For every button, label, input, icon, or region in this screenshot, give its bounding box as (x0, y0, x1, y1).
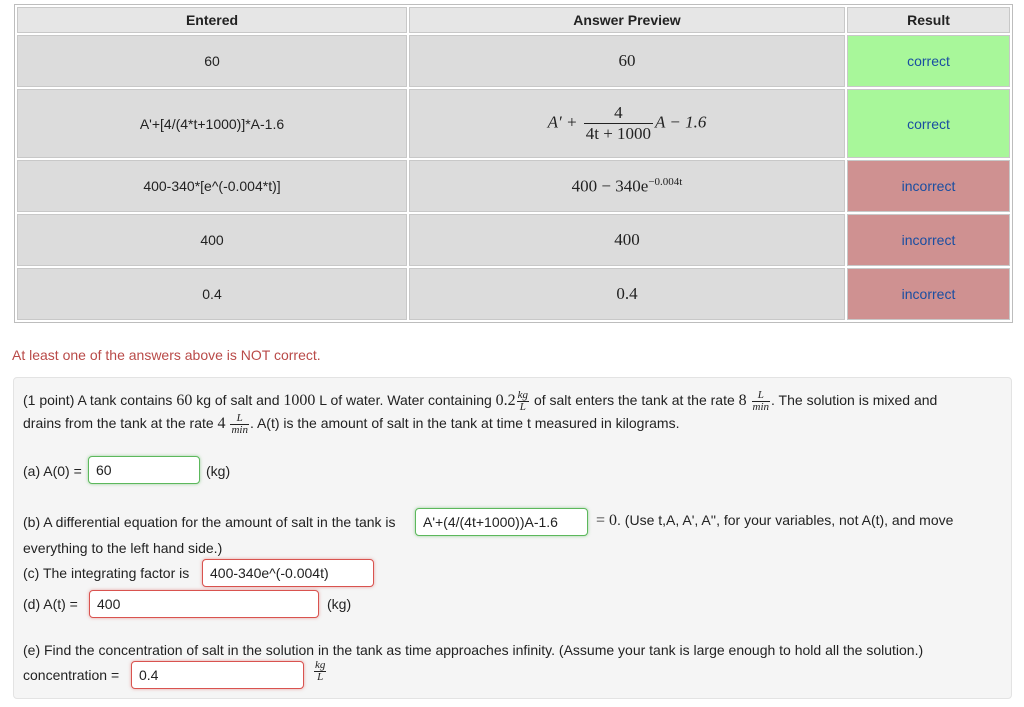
result-cell: correct (847, 35, 1010, 87)
table-row (17, 160, 1010, 212)
answer-e-input[interactable]: 0.4 (131, 661, 304, 689)
part-c-label: (c) The integrating factor is (23, 565, 190, 581)
part-a-label: (a) A(0) = (23, 463, 82, 479)
part-a-unit: (kg) (206, 463, 231, 479)
entered-cell: 60 (17, 35, 407, 87)
fraction-numerator: 4 (584, 103, 653, 124)
problem-panel (13, 377, 1012, 699)
result-cell: incorrect (847, 268, 1010, 320)
answer-c-input[interactable]: 400-340e^(-0.004t) (202, 559, 374, 587)
table-row (17, 268, 1010, 320)
salt-amount: 60 (176, 392, 193, 410)
preview-base: 400 − 340e (571, 176, 649, 196)
part-b-label: (b) A differential equation for the amount of salt in the tank is (23, 514, 396, 530)
header-answer-preview: Answer Preview (409, 7, 845, 33)
intro-text: . A(t) is the amount of salt in the tank at time t measured in kilograms. (249, 415, 680, 432)
intro-text: kg of salt and (196, 392, 280, 409)
header-result: Result (847, 7, 1010, 33)
part-b-note (596, 512, 953, 530)
result-cell: correct (847, 89, 1010, 158)
part-b-note-2: everything to the left hand side.) (23, 540, 223, 556)
entered-cell: 400 (17, 214, 407, 266)
unit-kg-per-L: $\frac{kg}{L}$ (517, 389, 529, 413)
answer-b-input[interactable]: A'+(4/(4t+1000))A-1.6 (415, 508, 588, 536)
problem-line-2 (23, 413, 679, 436)
unit-kg-per-L: $\frac{kg}{L}$ (315, 659, 326, 683)
table-row (17, 214, 1010, 266)
part-d-label: (d) A(t) = (23, 596, 78, 612)
preview-cell: 400 (409, 214, 845, 266)
inflow-concentration: 0.2 (495, 392, 516, 410)
fraction-denominator: 4t + 1000 (585, 124, 652, 143)
intro-text: drains from the tank at the rate (23, 415, 214, 432)
unit-L-per-min: L min (752, 389, 770, 413)
preview-exponent: −0.004t (648, 175, 683, 188)
preview-term-b: A − 1.6 (655, 112, 707, 132)
result-message: At least one of the answers above is NOT correct. (12, 347, 321, 363)
preview-cell (409, 89, 845, 158)
inflow-rate: 8 (738, 392, 747, 410)
intro-text: of salt enters the tank at the rate (533, 392, 735, 409)
problem-line-1 (23, 390, 937, 413)
answer-d-input[interactable]: 400 (89, 590, 319, 618)
entered-cell: 0.4 (17, 268, 407, 320)
part-e-text: (e) Find the concentration of salt in the solution in the tank as time approaches infinity. (Assume your tank is large enough to hold all the solution.) (23, 642, 924, 658)
part-e-unit (313, 660, 327, 683)
table-header-row (17, 7, 1010, 33)
table-row (17, 89, 1010, 158)
entered-cell: 400-340*[e^(-0.004*t)] (17, 160, 407, 212)
intro-text: . The solution is mixed and (771, 392, 938, 409)
part-d-unit: (kg) (327, 596, 352, 612)
outflow-rate: 4 (217, 415, 226, 433)
result-cell: incorrect (847, 214, 1010, 266)
table-row (17, 35, 1010, 87)
unit-L-per-min: L min (231, 412, 248, 436)
result-cell: incorrect (847, 160, 1010, 212)
header-entered: Entered (17, 7, 407, 33)
water-amount: 1000 (283, 392, 316, 410)
equals-zero: = 0 (596, 512, 618, 529)
answer-a-input[interactable]: 60 (88, 456, 200, 484)
intro-text: (1 point) A tank contains (23, 392, 173, 409)
intro-text: L of water. Water containing (319, 392, 492, 409)
preview-term-a: A′ + (547, 112, 578, 132)
results-table (14, 4, 1013, 323)
part-b-instruction: . (Use t,A, A', A'', for your variables, not A(t), and move (617, 512, 954, 528)
preview-cell: 0.4 (409, 268, 845, 320)
preview-cell (409, 160, 845, 212)
preview-cell: 60 (409, 35, 845, 87)
preview-fraction (584, 103, 653, 144)
entered-cell: A'+[4/(4*t+1000)]*A-1.6 (17, 89, 407, 158)
part-e-label: concentration = (23, 667, 120, 683)
